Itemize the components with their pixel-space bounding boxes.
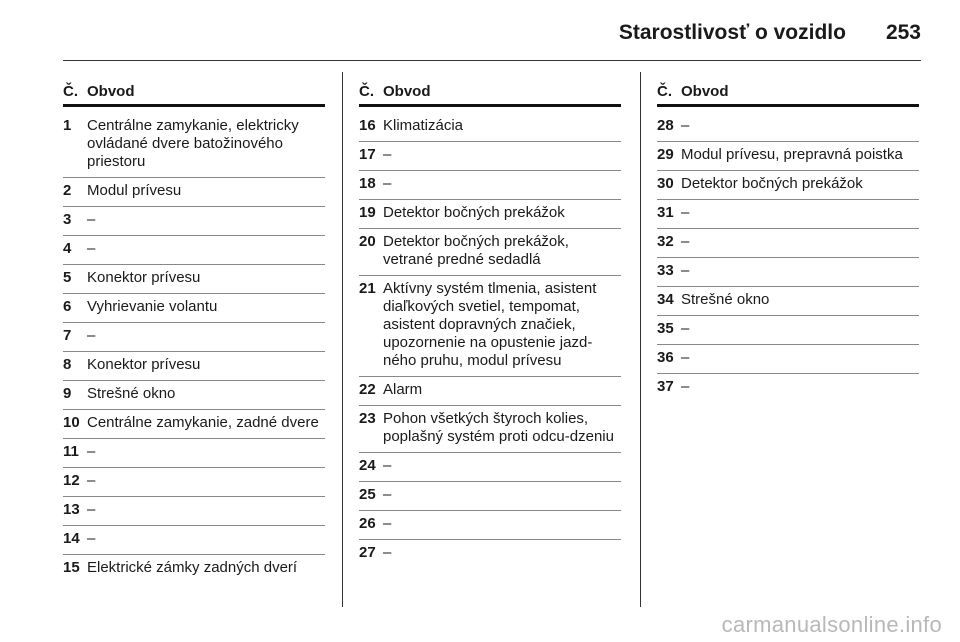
- column-header-label: Obvod: [681, 83, 729, 100]
- fuse-circuit: –: [681, 320, 690, 337]
- column-header: [359, 80, 621, 107]
- fuse-number: 31: [657, 204, 674, 221]
- fuse-circuit: Detektor bočných prekážok: [383, 204, 565, 221]
- fuse-circuit: –: [87, 211, 96, 228]
- page-number: 253: [885, 21, 921, 44]
- fuse-row: [359, 540, 621, 568]
- fuse-row: [63, 236, 325, 265]
- fuse-row: [63, 178, 325, 207]
- fuse-circuit: Modul prívesu: [87, 182, 182, 199]
- fuse-row: [657, 374, 919, 402]
- fuse-row: [63, 323, 325, 352]
- fuse-circuit: Pohon všetkých štyroch kolies, poplašný systém proti odcu-dzeniu: [383, 410, 614, 445]
- fuse-row: [63, 381, 325, 410]
- fuse-row: [63, 526, 325, 555]
- fuse-row: [657, 258, 919, 287]
- fuse-row: [63, 294, 325, 323]
- fuse-row: [359, 453, 621, 482]
- fuse-row: [657, 229, 919, 258]
- header-divider: [63, 60, 921, 61]
- fuse-list: [657, 113, 919, 402]
- fuse-number: 7: [63, 327, 72, 344]
- fuse-row: [657, 200, 919, 229]
- column-header-label: Obvod: [383, 83, 431, 100]
- fuse-number: 9: [63, 385, 72, 402]
- fuse-circuit: –: [87, 501, 96, 518]
- fuse-number: 24: [359, 457, 376, 474]
- fuse-circuit: Centrálne zamykanie, elektricky ovládané dvere batožinového priestoru: [87, 117, 299, 170]
- fuse-number: 29: [657, 146, 674, 163]
- fuse-circuit: Alarm: [383, 381, 423, 398]
- fuse-row: [359, 511, 621, 540]
- fuse-number: 15: [63, 559, 80, 576]
- fuse-row: [359, 406, 621, 453]
- fuse-row: [359, 113, 621, 142]
- fuse-number: 6: [63, 298, 72, 315]
- fuse-row: [657, 142, 919, 171]
- fuse-circuit: Vyhrievanie volantu: [87, 298, 218, 315]
- fuse-circuit: Strešné okno: [681, 291, 770, 308]
- fuse-number: 22: [359, 381, 376, 398]
- fuse-row: [63, 410, 325, 439]
- fuse-number: 35: [657, 320, 674, 337]
- fuse-circuit: –: [383, 457, 392, 474]
- fuse-circuit: Konektor prívesu: [87, 269, 201, 286]
- fuse-circuit: Detektor bočných prekážok: [681, 175, 863, 192]
- column-header-label: Obvod: [87, 83, 135, 100]
- fuse-column-2: [359, 80, 621, 568]
- watermark: carmanualsonline.info: [721, 612, 942, 637]
- fuse-number: 10: [63, 414, 80, 431]
- fuse-number: 2: [63, 182, 72, 199]
- fuse-row: [63, 555, 325, 583]
- fuse-circuit: Modul prívesu, prepravná poistka: [681, 146, 903, 163]
- fuse-row: [359, 229, 621, 276]
- fuse-circuit: –: [383, 544, 392, 561]
- fuse-row: [63, 113, 325, 178]
- fuse-number: 8: [63, 356, 72, 373]
- fuse-circuit: –: [87, 472, 96, 489]
- fuse-circuit: Konektor prívesu: [87, 356, 201, 373]
- fuse-circuit: Strešné okno: [87, 385, 176, 402]
- fuse-circuit: –: [87, 443, 96, 460]
- fuse-row: [63, 265, 325, 294]
- column-header-number: Č.: [657, 83, 672, 100]
- fuse-number: 5: [63, 269, 72, 286]
- fuse-circuit: –: [87, 530, 96, 547]
- fuse-circuit: –: [383, 515, 392, 532]
- fuse-circuit: –: [87, 240, 96, 257]
- column-divider: [342, 72, 343, 607]
- column-header: [63, 80, 325, 107]
- fuse-number: 34: [657, 291, 674, 308]
- fuse-number: 33: [657, 262, 674, 279]
- fuse-number: 19: [359, 204, 376, 221]
- fuse-circuit: –: [681, 349, 690, 366]
- fuse-row: [657, 287, 919, 316]
- fuse-circuit: –: [383, 486, 392, 503]
- fuse-circuit: Klimatizácia: [383, 117, 464, 134]
- fuse-number: 12: [63, 472, 80, 489]
- fuse-number: 30: [657, 175, 674, 192]
- fuse-row: [63, 497, 325, 526]
- fuse-row: [359, 377, 621, 406]
- fuse-number: 20: [359, 233, 376, 250]
- fuse-row: [359, 142, 621, 171]
- fuse-row: [359, 171, 621, 200]
- fuse-circuit: –: [681, 204, 690, 221]
- fuse-list: [359, 113, 621, 568]
- fuse-number: 21: [359, 280, 376, 297]
- fuse-circuit: Elektrické zámky zadných dverí: [87, 559, 298, 576]
- fuse-circuit: Centrálne zamykanie, zadné dvere: [87, 414, 319, 431]
- fuse-circuit: Aktívny systém tlmenia, asistent diaľkových svetiel, tempomat, asistent dopravných značiek, upozornenie na opustenie jazd-ného pruhu, modul prívesu: [383, 280, 597, 369]
- page-header: [0, 18, 921, 48]
- fuse-circuit: –: [383, 175, 392, 192]
- fuse-number: 3: [63, 211, 72, 228]
- fuse-number: 36: [657, 349, 674, 366]
- fuse-row: [657, 113, 919, 142]
- fuse-row: [359, 200, 621, 229]
- fuse-number: 25: [359, 486, 376, 503]
- fuse-row: [63, 352, 325, 381]
- fuse-row: [63, 207, 325, 236]
- fuse-row: [359, 276, 621, 377]
- page-title: Starostlivosť o vozidlo: [618, 21, 846, 44]
- fuse-number: 14: [63, 530, 80, 547]
- fuse-row: [657, 171, 919, 200]
- column-divider: [640, 72, 641, 607]
- fuse-number: 26: [359, 515, 376, 532]
- fuse-circuit: –: [681, 262, 690, 279]
- fuse-circuit: –: [681, 378, 690, 395]
- fuse-number: 11: [63, 443, 79, 460]
- fuse-number: 13: [63, 501, 80, 518]
- fuse-row: [657, 345, 919, 374]
- column-header-number: Č.: [359, 83, 374, 100]
- fuse-column-1: [63, 80, 325, 583]
- fuse-row: [657, 316, 919, 345]
- column-header: [657, 80, 919, 107]
- fuse-circuit: –: [383, 146, 392, 163]
- fuse-number: 17: [359, 146, 376, 163]
- fuse-circuit: –: [87, 327, 96, 344]
- fuse-row: [359, 482, 621, 511]
- fuse-number: 4: [63, 240, 72, 257]
- fuse-circuit: –: [681, 233, 690, 250]
- fuse-list: [63, 113, 325, 583]
- fuse-number: 37: [657, 378, 674, 395]
- fuse-row: [63, 439, 325, 468]
- fuse-circuit: –: [681, 117, 690, 134]
- fuse-number: 18: [359, 175, 376, 192]
- fuse-column-3: [657, 80, 919, 402]
- fuse-number: 27: [359, 544, 376, 561]
- fuse-number: 32: [657, 233, 674, 250]
- fuse-row: [63, 468, 325, 497]
- fuse-number: 16: [359, 117, 376, 134]
- fuse-circuit: Detektor bočných prekážok, vetrané predné sedadlá: [383, 233, 569, 268]
- fuse-number: 28: [657, 117, 674, 134]
- fuse-number: 23: [359, 410, 376, 427]
- column-header-number: Č.: [63, 83, 78, 100]
- fuse-number: 1: [63, 117, 72, 134]
